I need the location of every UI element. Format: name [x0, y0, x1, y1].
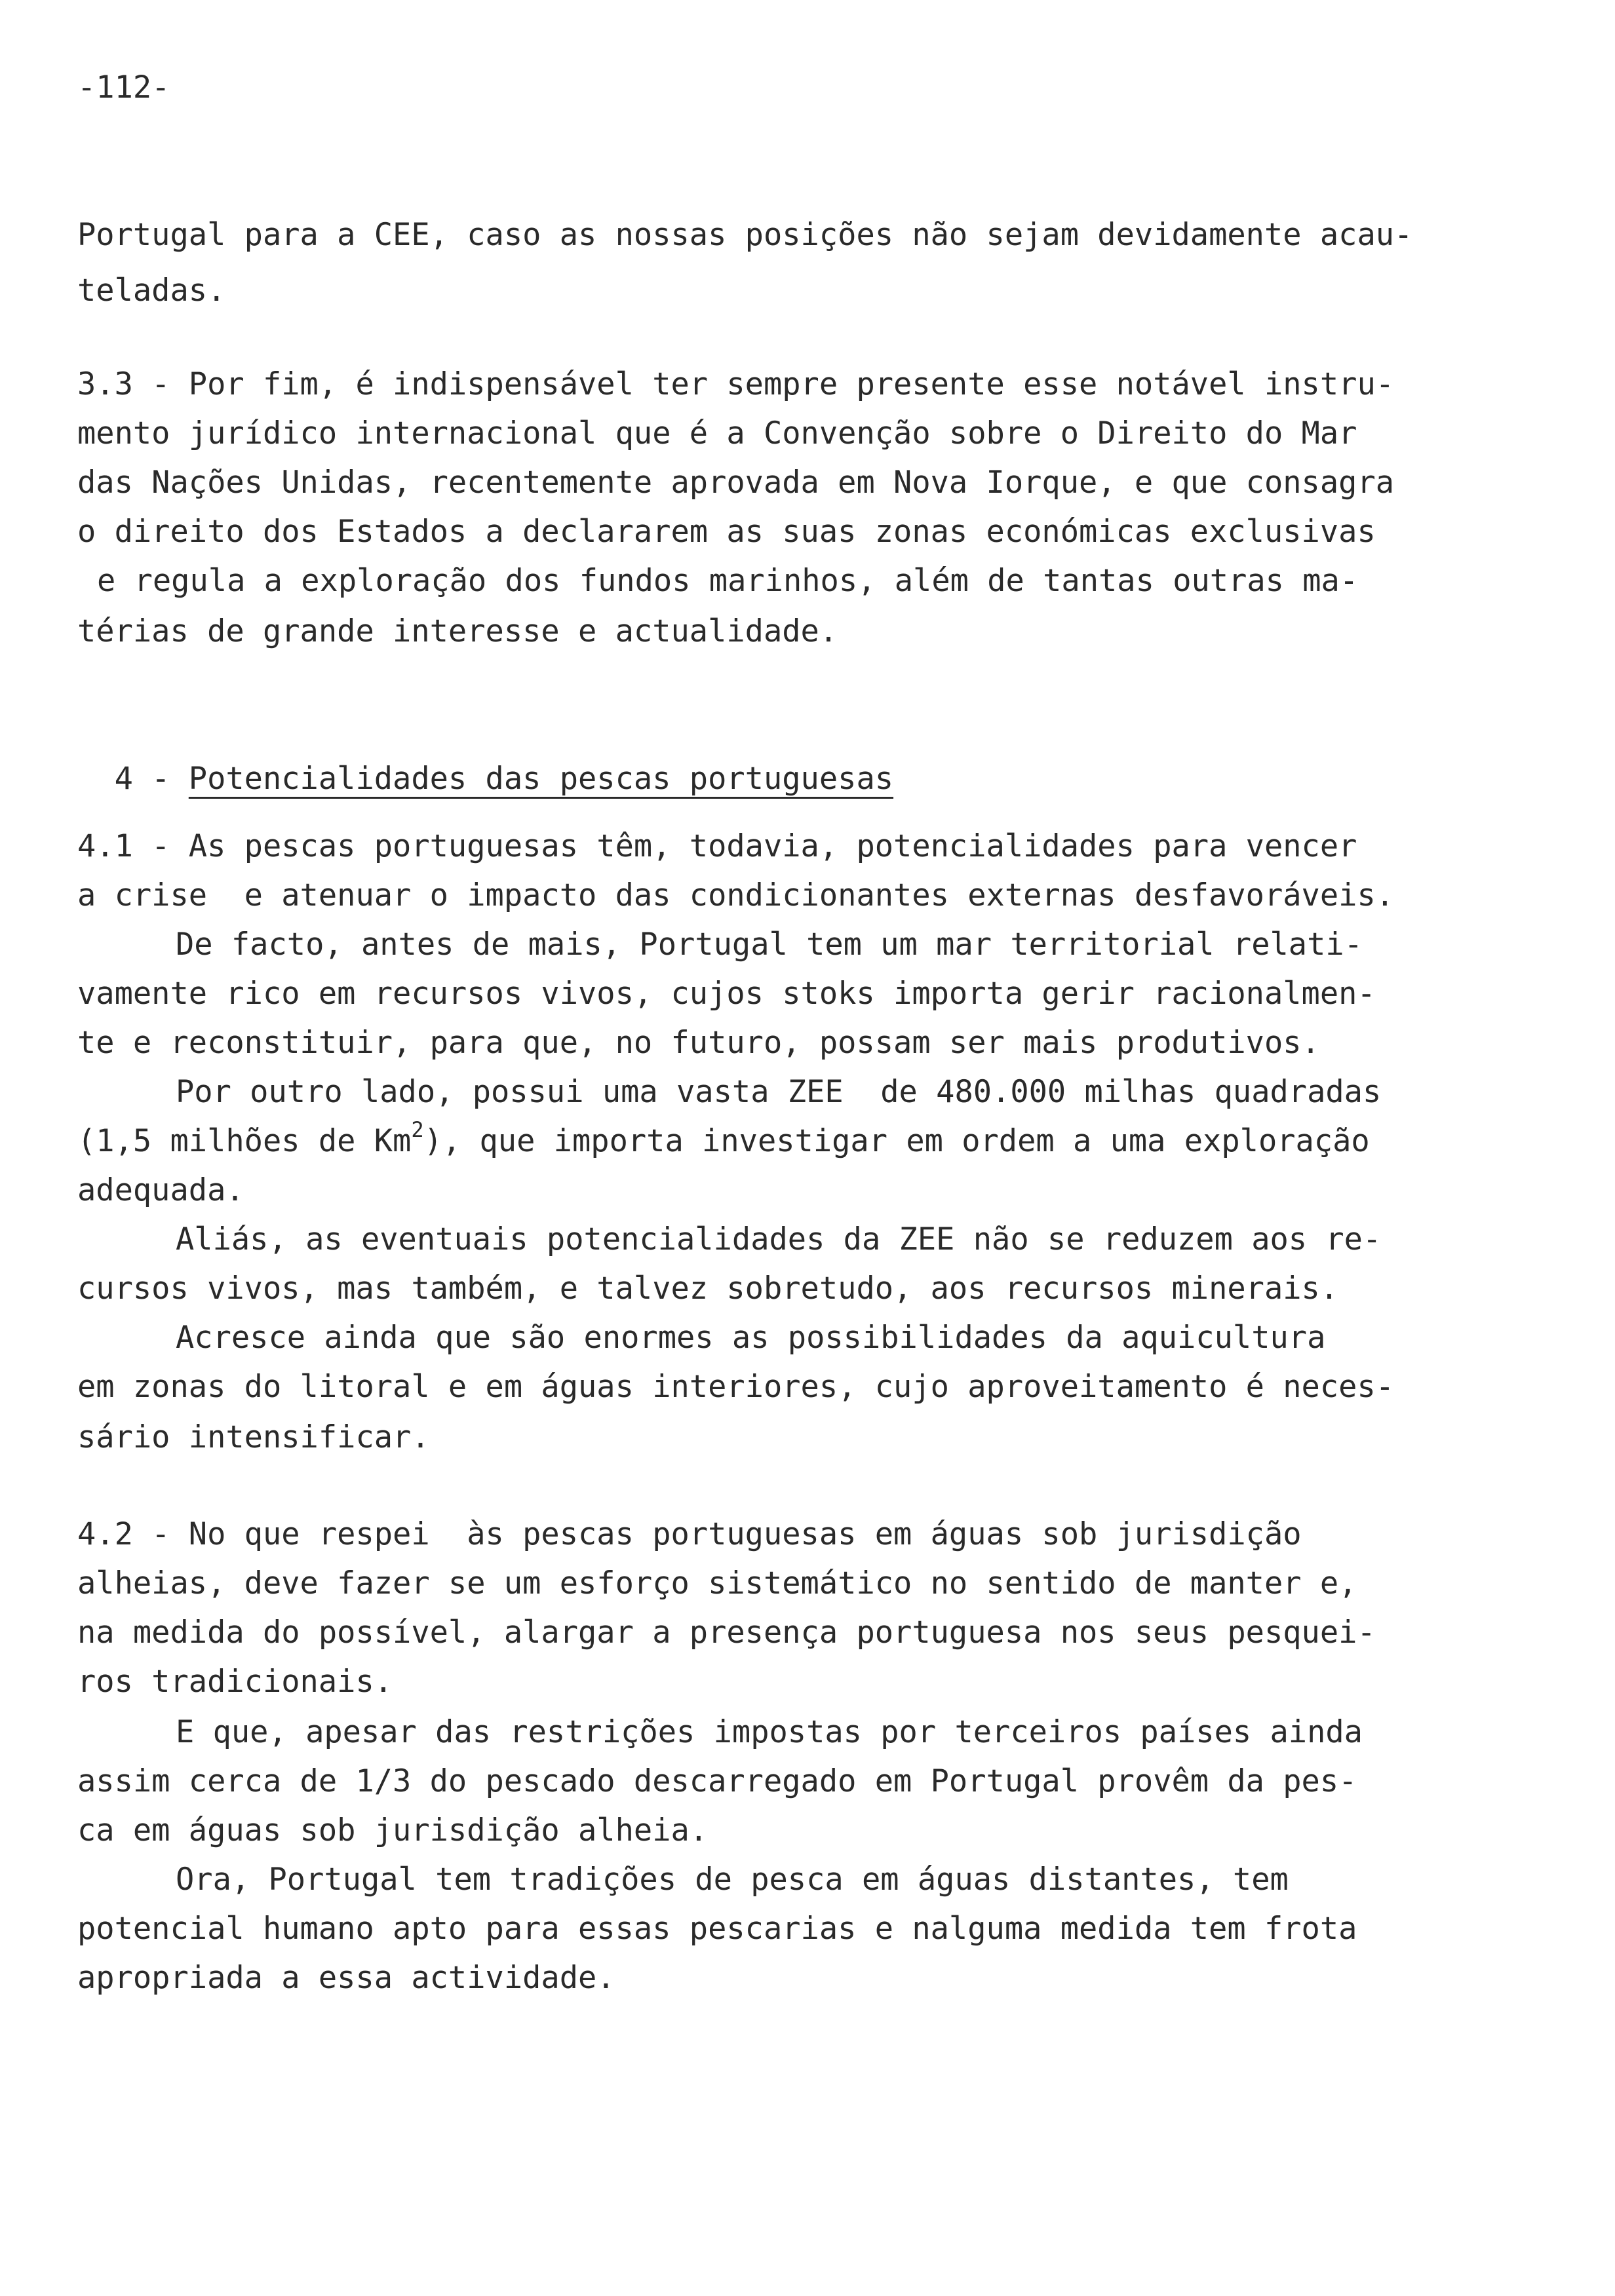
text-line: [77, 1117, 1370, 1159]
text-line: apropriada a essa actividade.: [77, 1960, 615, 1996]
text-line: 4.1 - As pescas portuguesas têm, todavia, potencialidades para vencer: [77, 828, 1357, 864]
text-line: Aliás, as eventuais potencialidades da ZEE não se reduzem aos re-: [176, 1221, 1382, 1257]
text-line: potencial humano apto para essas pescarias e nalguma medida tem frota: [77, 1911, 1357, 1947]
text-line: cursos vivos, mas também, e talvez sobretudo, aos recursos minerais.: [77, 1271, 1339, 1307]
text-line: Por outro lado, possui uma vasta ZEE de 480.000 milhas quadradas: [176, 1074, 1382, 1110]
text-fragment: (1,5 milhões de Km: [77, 1123, 412, 1159]
section-heading-4: [77, 733, 894, 797]
text-line: em zonas do litoral e em águas interiores, cujo aproveitamento é neces-: [77, 1369, 1395, 1405]
text-line: o direito dos Estados a declararem as suas zonas económicas exclusivas: [77, 514, 1376, 550]
text-line: E que, apesar das restrições impostas por terceiros países ainda: [176, 1714, 1363, 1750]
text-line: De facto, antes de mais, Portugal tem um mar territorial relati-: [176, 927, 1363, 963]
text-line: 4.2 - No que respei às pescas portuguesas em águas sob jurisdição: [77, 1516, 1302, 1552]
text-fragment: ), que importa investigar em ordem a uma exploração: [423, 1123, 1370, 1159]
section-title: Potencialidades das pescas portuguesas: [188, 761, 894, 797]
text-line: ros tradicionais.: [77, 1664, 393, 1700]
text-line: na medida do possível, alargar a presença portuguesa nos seus pesquei-: [77, 1615, 1376, 1651]
text-line: vamente rico em recursos vivos, cujos stoks importa gerir racionalmen-: [77, 976, 1376, 1012]
text-line: sário intensificar.: [77, 1419, 430, 1455]
text-line: alheias, deve fazer se um esforço sistemático no sentido de manter e,: [77, 1565, 1357, 1601]
text-line: Acresce ainda que são enormes as possibilidades da aquicultura: [176, 1320, 1326, 1356]
text-line: Portugal para a CEE, caso as nossas posições não sejam devidamente acau-: [77, 217, 1413, 253]
page-number: -112-: [77, 69, 170, 105]
text-line: teladas.: [77, 273, 226, 309]
superscript: 2: [411, 1117, 424, 1142]
text-line: Ora, Portugal tem tradições de pesca em águas distantes, tem: [176, 1862, 1289, 1898]
text-line: térias de grande interesse e actualidade.: [77, 613, 838, 649]
text-line: a crise e atenuar o impacto das condicionantes externas desfavoráveis.: [77, 877, 1395, 913]
section-number: 4 -: [114, 761, 189, 797]
text-line: adequada.: [77, 1172, 244, 1208]
text-line: ca em águas sob jurisdição alheia.: [77, 1812, 709, 1848]
text-line: assim cerca de 1/3 do pescado descarregado em Portugal provêm da pes-: [77, 1763, 1357, 1799]
text-line: e regula a exploração dos fundos marinhos, além de tantas outras ma-: [97, 563, 1359, 599]
text-line: te e reconstituir, para que, no futuro, possam ser mais produtivos.: [77, 1025, 1320, 1061]
text-line: 3.3 - Por fim, é indispensável ter sempre presente esse notável instru-: [77, 366, 1395, 402]
text-line: das Nações Unidas, recentemente aprovada em Nova Iorque, e que consagra: [77, 465, 1395, 501]
text-line: mento jurídico internacional que é a Convenção sobre o Direito do Mar: [77, 415, 1357, 451]
